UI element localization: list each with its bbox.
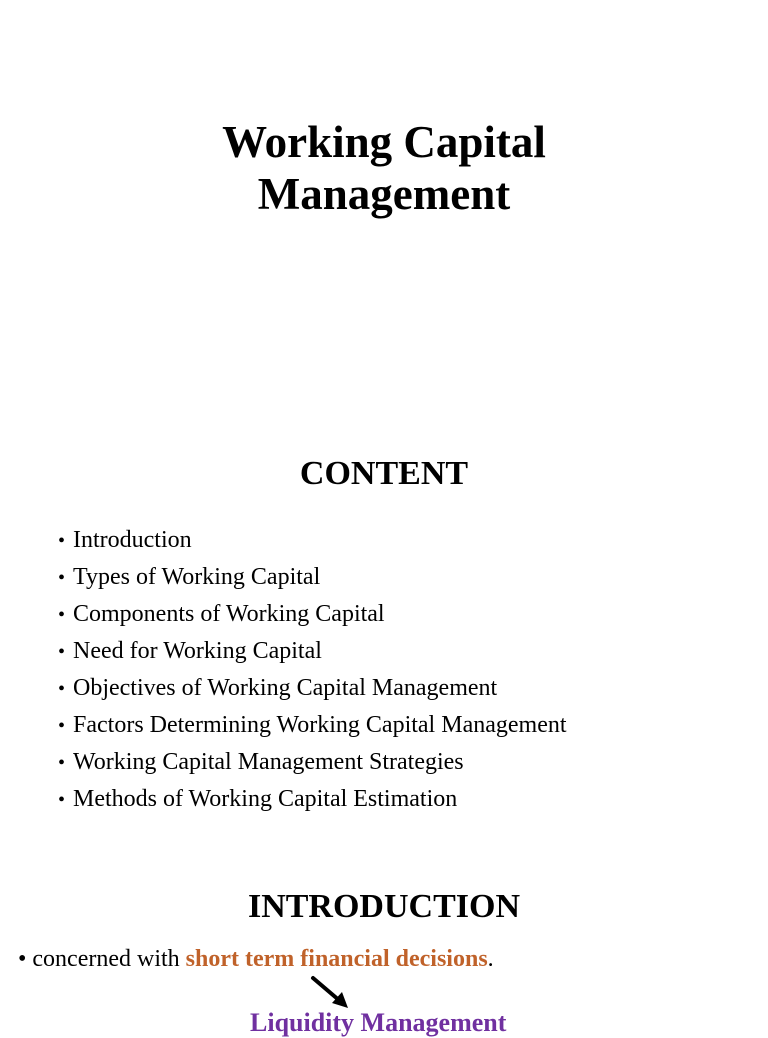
- list-item: [58, 633, 567, 670]
- content-heading: CONTENT: [299, 455, 469, 492]
- list-item-label: Factors Determining Working Capital Management: [73, 712, 567, 738]
- liquidity-management-label: Liquidity Management: [250, 1008, 507, 1037]
- introduction-heading: INTRODUCTION: [247, 888, 521, 925]
- list-item-label: Need for Working Capital: [73, 638, 322, 664]
- bullet-icon: •: [58, 641, 66, 663]
- list-item-label: Working Capital Management Strategies: [73, 749, 464, 775]
- list-item: [58, 559, 567, 596]
- bullet-icon: •: [58, 678, 66, 700]
- title-line-1: Working Capital: [222, 117, 546, 167]
- list-item-label: Components of Working Capital: [73, 601, 385, 627]
- list-item: [58, 744, 567, 781]
- bullet-icon: •: [58, 752, 66, 774]
- bullet-icon: •: [58, 530, 66, 552]
- content-list: [58, 522, 567, 818]
- list-item: [58, 707, 567, 744]
- list-item-label: Objectives of Working Capital Management: [73, 675, 498, 701]
- title-line-2: Management: [257, 169, 511, 219]
- list-item: [58, 522, 567, 559]
- list-item: [58, 670, 567, 707]
- bullet-icon: •: [58, 567, 66, 589]
- list-item: [58, 596, 567, 633]
- introduction-point-prefix: • concerned with: [18, 946, 186, 972]
- highlight-text: short term financial decisions: [185, 946, 488, 972]
- bullet-icon: •: [58, 789, 66, 811]
- introduction-point-suffix: .: [487, 946, 494, 972]
- list-item: [58, 781, 567, 818]
- list-item-label: Types of Working Capital: [73, 564, 321, 590]
- bullet-icon: •: [58, 715, 66, 737]
- introduction-point: [18, 943, 494, 975]
- page-title: [0, 116, 768, 220]
- list-item-label: Introduction: [73, 527, 192, 553]
- list-item-label: Methods of Working Capital Estimation: [73, 786, 458, 812]
- arrow-down-right-icon: [310, 975, 352, 1011]
- bullet-icon: •: [58, 604, 66, 626]
